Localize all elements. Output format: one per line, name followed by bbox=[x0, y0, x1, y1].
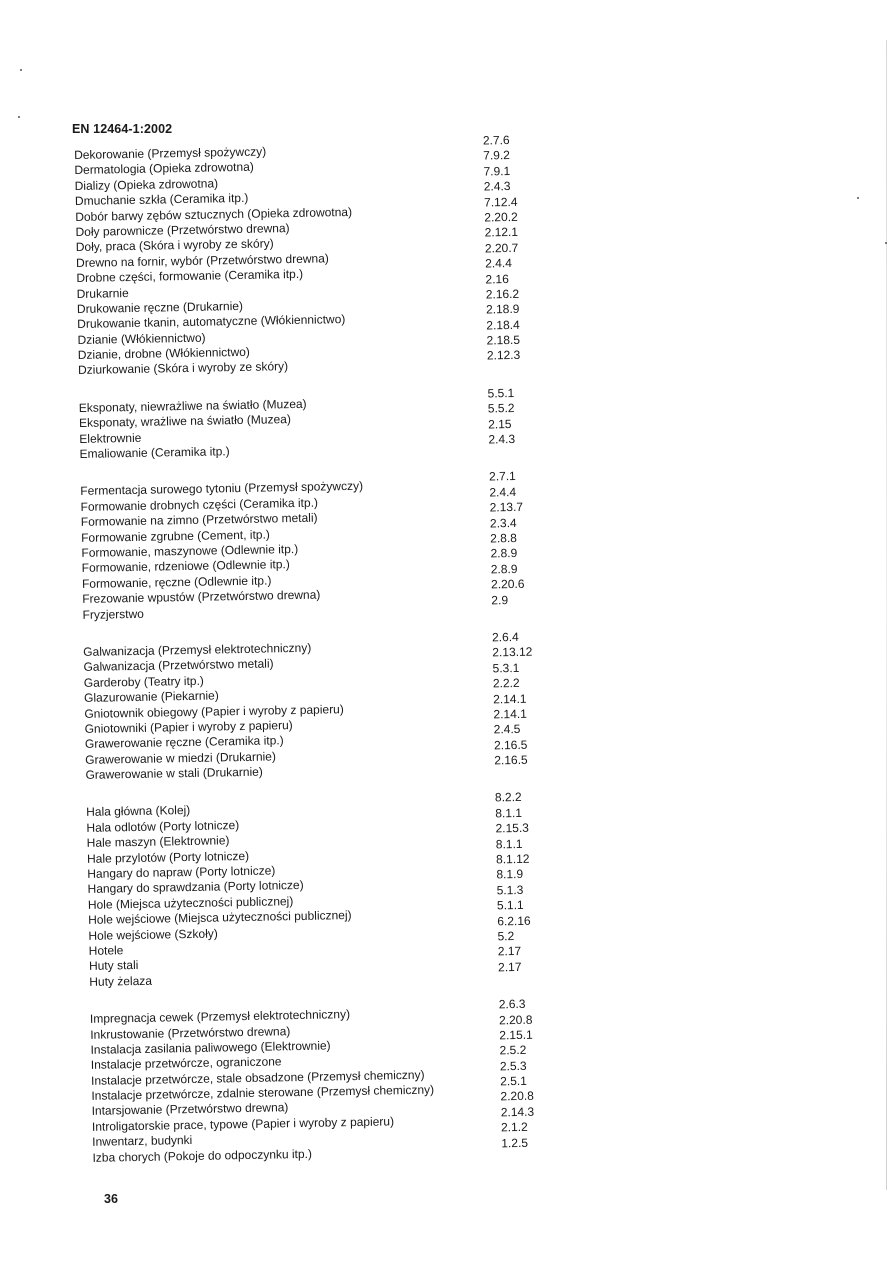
entry-code: 2.16.5 bbox=[494, 752, 528, 768]
entry-code: 7.9.2 bbox=[483, 148, 511, 163]
entry-code: 2.17 bbox=[497, 959, 522, 975]
entry-term: Formowanie, maszynowe (Odlewnie itp.) bbox=[81, 541, 299, 560]
entry-term: Doły parownicze (Przetwórstwo drewna) bbox=[75, 221, 290, 239]
entry-code: 2.20.8 bbox=[498, 1012, 533, 1027]
entry-code: 2.5.3 bbox=[499, 1058, 527, 1074]
entry-code: 2.17 bbox=[497, 944, 522, 959]
entry-code: 2.15.1 bbox=[499, 1027, 533, 1043]
index-list bbox=[74, 133, 593, 1188]
entry-term: Fryzjerstwo bbox=[82, 606, 145, 622]
entry-code: 7.9.1 bbox=[483, 163, 511, 179]
entry-term: Hotele bbox=[88, 943, 124, 958]
entry-code: 5.1.1 bbox=[496, 898, 524, 913]
entry-term: Inkrustowanie (Przetwórstwo drewna) bbox=[90, 1023, 291, 1042]
entry-code: 6.2.16 bbox=[497, 913, 531, 928]
entry-term: Formowanie na zimno (Przetwórstwo metali) bbox=[80, 510, 318, 530]
entry-term: Drukowanie tkanin, automatyczne (Włókiennictwo) bbox=[77, 312, 346, 332]
entry-term: Intarsjowanie (Przetwórstwo drewna) bbox=[91, 1100, 289, 1119]
entry-term: Emaliowanie (Ceramika itp.) bbox=[79, 444, 230, 461]
entry-term: Hole (Miejsca użyteczności publicznej) bbox=[87, 893, 294, 912]
entry-term: Hole wejściowe (Miejsca użyteczności publicznej) bbox=[88, 908, 352, 928]
entry-term: Introligatorskie prace, typowe (Papier i wyroby z papieru) bbox=[91, 1114, 395, 1134]
entry-code: 5.3.1 bbox=[492, 660, 520, 676]
entry-term: Hala odlotów (Porty lotnicze) bbox=[86, 817, 240, 835]
entry-code: 5.2 bbox=[497, 929, 515, 944]
entry-code: 2.18.4 bbox=[486, 317, 520, 333]
entry-code: 2.3.4 bbox=[489, 515, 517, 531]
entry-term: Galwanizacja (Przetwórstwo metali) bbox=[83, 656, 274, 675]
index-group bbox=[89, 997, 593, 1166]
entry-term: Hangary do napraw (Porty lotnicze) bbox=[87, 863, 276, 881]
entry-code: 2.18.5 bbox=[486, 332, 521, 348]
entry-term: Gniotowniki (Papier i wyroby z papieru) bbox=[84, 717, 293, 736]
entry-code: 2.13.7 bbox=[489, 500, 524, 515]
entry-term: Frezowanie wpustów (Przetwórstwo drewna) bbox=[82, 587, 321, 607]
entry-term: Grawerowanie w miedzi (Drukarnie) bbox=[85, 749, 277, 767]
entry-code: 8.1.1 bbox=[495, 805, 523, 821]
entry-code: 8.1.12 bbox=[495, 851, 530, 867]
entry-code: 2.2.2 bbox=[492, 676, 520, 691]
entry-code: 5.5.1 bbox=[487, 385, 515, 401]
entry-code: 2.6.4 bbox=[491, 629, 519, 645]
entry-code: 2.4.4 bbox=[485, 256, 513, 271]
page-number: 36 bbox=[104, 1192, 118, 1206]
entry-code: 2.20.7 bbox=[484, 240, 519, 256]
index-group bbox=[86, 790, 589, 990]
entry-code: 2.20.2 bbox=[484, 209, 518, 225]
entry-code: 2.4.4 bbox=[489, 484, 517, 500]
entry-code: 2.5.1 bbox=[500, 1073, 528, 1089]
entry-term: Hale przylotów (Porty lotnicze) bbox=[86, 848, 250, 866]
entry-term: Formowanie, ręczne (Odlewnie itp.) bbox=[81, 573, 272, 591]
scan-speck bbox=[18, 116, 20, 118]
entry-code: 2.15.3 bbox=[495, 821, 530, 836]
entry-term: Inwentarz, budynki bbox=[92, 1133, 193, 1150]
entry-code: 2.7.6 bbox=[482, 133, 510, 148]
entry-term: Hole wejściowe (Szkoły) bbox=[88, 926, 218, 943]
entry-code: 2.12.1 bbox=[484, 225, 519, 240]
entry-term: Formowanie, rdzeniowe (Odlewnie itp.) bbox=[81, 557, 290, 576]
index-group bbox=[78, 385, 580, 463]
entry-code: 2.20.6 bbox=[490, 576, 525, 592]
entry-term: Dializy (Opieka zdrowotna) bbox=[74, 176, 219, 193]
entry-code: 5.5.2 bbox=[487, 401, 515, 416]
entry-code: 2.12.3 bbox=[486, 348, 521, 363]
entry-term: Hangary do sprawdzania (Porty lotnicze) bbox=[87, 878, 304, 897]
entry-code: 2.14.1 bbox=[493, 706, 527, 722]
scan-edge bbox=[886, 40, 887, 1190]
entry-code: 2.16.2 bbox=[485, 286, 520, 302]
entry-term: Dekorowanie (Przemysł spożywczy) bbox=[74, 144, 267, 162]
scan-speck bbox=[857, 197, 859, 199]
entry-term: Impregnacja cewek (Przemysł elektrotechniczny) bbox=[89, 1007, 351, 1026]
entry-code: 2.4.5 bbox=[493, 722, 521, 737]
entry-term: Instalacje przetwórcze, zdalnie sterowane (Przemysł chemiczny) bbox=[91, 1082, 435, 1103]
entry-code: 2.14.3 bbox=[500, 1104, 535, 1120]
entry-code: 8.1.1 bbox=[495, 836, 523, 852]
entry-term: Glazurowanie (Piekarnie) bbox=[83, 688, 219, 706]
entry-term: Hala główna (Kolej) bbox=[86, 803, 191, 820]
entry-code: 2.15 bbox=[488, 416, 512, 432]
entry-code: 2.6.3 bbox=[498, 997, 526, 1012]
entry-term: Eksponaty, niewrażliwe na światło (Muzea) bbox=[78, 396, 307, 415]
entry-term: Fermentacja surowego tytoniu (Przemysł spożywczy) bbox=[80, 479, 364, 499]
entry-code: 2.14.1 bbox=[493, 691, 527, 706]
entry-code: 2.4.3 bbox=[483, 179, 511, 194]
entry-term: Dermatologia (Opieka zdrowotna) bbox=[74, 160, 254, 178]
entry-code: 2.8.9 bbox=[490, 561, 518, 577]
entry-code: 8.2.2 bbox=[494, 790, 522, 805]
entry-code: 2.4.3 bbox=[488, 431, 516, 447]
index-group bbox=[80, 469, 582, 623]
entry-term: Formowanie drobnych części (Ceramika itp.) bbox=[80, 495, 319, 514]
entry-term: Doły, praca (Skóra i wyroby ze skóry) bbox=[75, 236, 274, 255]
entry-code: 2.16 bbox=[485, 271, 509, 286]
entry-term: Huty stali bbox=[88, 958, 139, 974]
entry-term: Instalacja zasilania paliwowego (Elektrownie) bbox=[90, 1038, 331, 1057]
entry-code: 2.1.2 bbox=[500, 1120, 528, 1135]
index-group bbox=[83, 629, 585, 784]
entry-code: 1.2.5 bbox=[501, 1135, 529, 1150]
entry-term: Izba chorych (Pokoje do odpoczynku itp.) bbox=[92, 1146, 313, 1165]
entry-term: Hale maszyn (Elektrownie) bbox=[86, 833, 230, 851]
entry-term: Gniotownik obiegowy (Papier i wyroby z papieru) bbox=[84, 701, 344, 721]
entry-term: Drukarnie bbox=[76, 285, 129, 301]
entry-code: 2.16.5 bbox=[493, 737, 528, 753]
entry-code: 8.1.9 bbox=[496, 867, 524, 882]
entry-code: 2.18.9 bbox=[485, 302, 520, 317]
index-group bbox=[74, 133, 578, 379]
entry-term: Galwanizacja (Przemysł elektrotechniczny) bbox=[83, 640, 312, 659]
entry-code: 2.8.9 bbox=[490, 546, 518, 561]
entry-code: 5.1.3 bbox=[496, 882, 524, 898]
entry-term: Instalacje przetwórcze, stale obsadzone (Przemysł chemiczny) bbox=[90, 1067, 425, 1088]
entry-term: Dzianie (Włókiennictwo) bbox=[77, 330, 206, 347]
scan-speck bbox=[20, 69, 22, 71]
entry-term: Dmuchanie szkła (Ceramika itp.) bbox=[74, 190, 249, 209]
entry-term: Dziurkowanie (Skóra i wyroby ze skóry) bbox=[77, 359, 289, 378]
entry-code: 2.13.12 bbox=[492, 645, 533, 660]
document-header: EN 12464-1:2002 bbox=[72, 122, 173, 136]
entry-code: 7.12.4 bbox=[483, 194, 518, 210]
entry-term: Eksponaty, wrażliwe na światło (Muzea) bbox=[78, 412, 291, 431]
entry-term: Elektrownie bbox=[79, 430, 142, 446]
entry-code: 2.20.8 bbox=[500, 1089, 534, 1104]
entry-term: Dobór barwy zębów sztucznych (Opieka zdrowotna) bbox=[75, 204, 353, 224]
entry-term: Instalacje przetwórcze, ograniczone bbox=[90, 1054, 282, 1073]
entry-term: Huty żelaza bbox=[89, 973, 153, 989]
entry-code: 2.9 bbox=[491, 592, 509, 607]
entry-code: 2.7.1 bbox=[488, 469, 516, 484]
entry-code: 2.5.2 bbox=[499, 1043, 527, 1058]
entry-term: Drewno na fornir, wybór (Przetwórstwo drewna) bbox=[75, 251, 329, 270]
entry-term: Dzianie, drobne (Włókiennictwo) bbox=[77, 344, 250, 363]
entry-term: Grawerowanie w stali (Drukarnie) bbox=[85, 764, 263, 782]
entry-term: Drobne części, formowanie (Ceramika itp.) bbox=[76, 266, 304, 286]
entry-term: Garderoby (Teatry itp.) bbox=[83, 673, 204, 690]
entry-term: Formowanie zgrubne (Cement, itp.) bbox=[81, 527, 270, 545]
entry-term: Grawerowanie ręczne (Ceramika itp.) bbox=[84, 733, 284, 752]
scan-speck bbox=[885, 242, 887, 244]
entry-code: 2.8.8 bbox=[490, 530, 518, 546]
entry-term: Drukowanie ręczne (Drukarnie) bbox=[76, 298, 244, 316]
